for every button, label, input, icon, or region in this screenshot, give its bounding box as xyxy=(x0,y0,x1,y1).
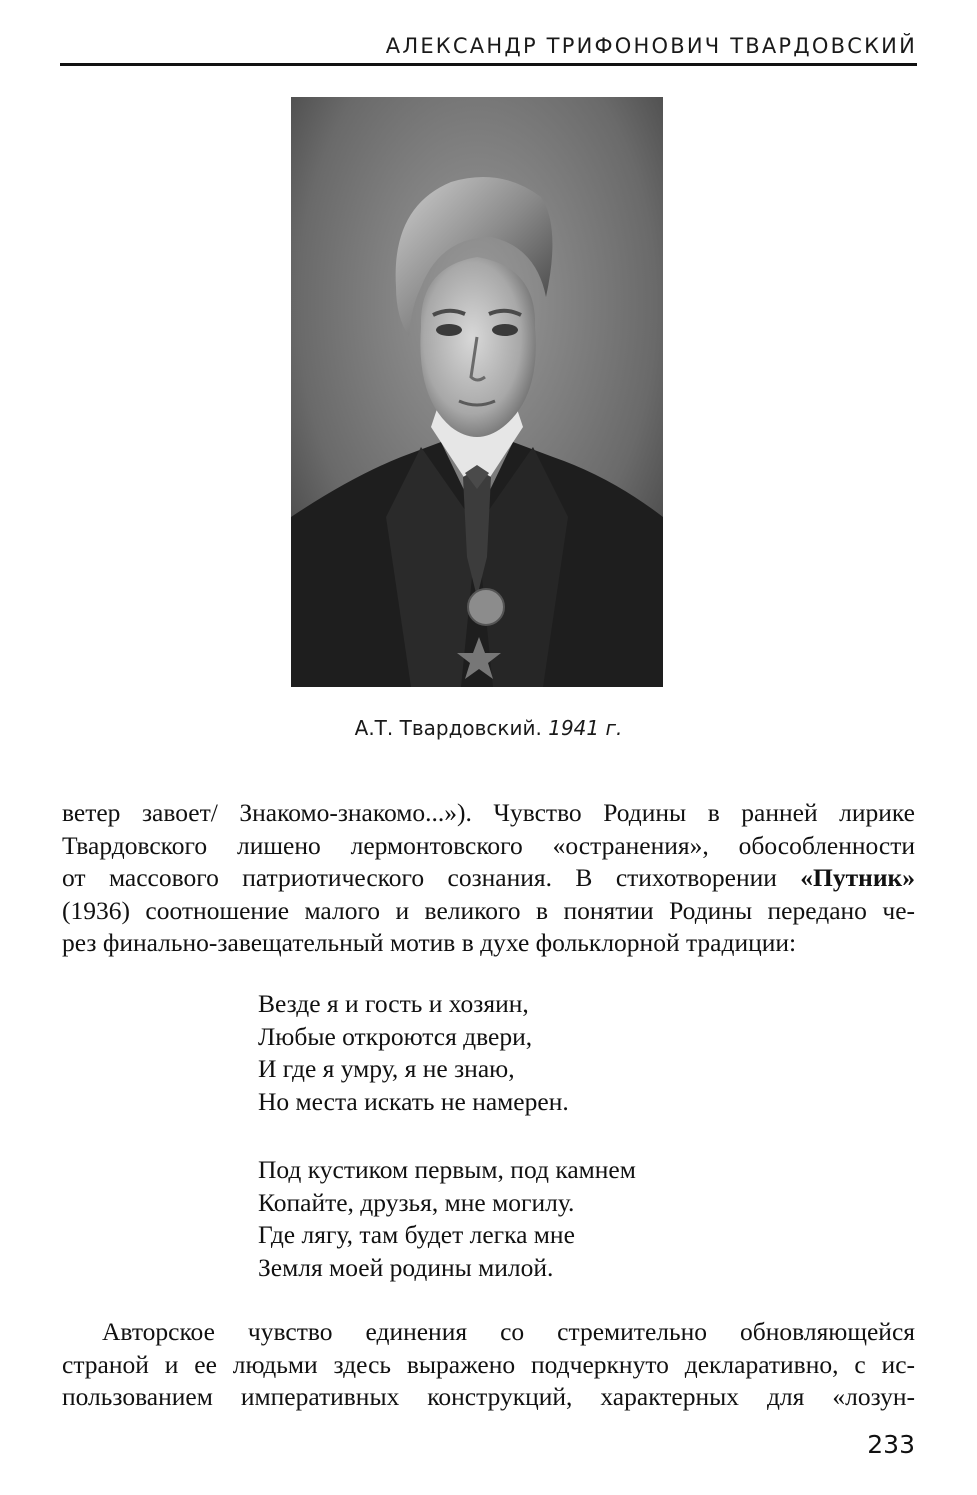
paragraph-1-line-text: от массового патриотического сознания. В стихотворении xyxy=(62,863,777,892)
paragraph-1-line: рез финально-завещательный мотив в духе фольклорной традиции: xyxy=(62,928,797,957)
paragraph-2 xyxy=(62,1316,915,1414)
poem-line: Копайте, друзья, мне могилу. xyxy=(258,1187,575,1217)
poem-stanza-1 xyxy=(258,988,569,1118)
paragraph-1-line: ветер завоет/ Знакомо-знакомо...»). Чувство Родины в ранней лирике xyxy=(62,798,915,827)
poem-line: Но места искать не намерен. xyxy=(258,1086,569,1116)
header-rule xyxy=(60,63,917,66)
poem-title: «Путник» xyxy=(800,863,915,892)
paragraph-1 xyxy=(62,797,915,960)
paragraph-1-line: Твардовского лишено лермонтовского «остранения», обособленности xyxy=(62,830,915,860)
photo-caption xyxy=(0,716,977,740)
poem-line: Под кустиком первым, под камнем xyxy=(258,1155,636,1184)
poem-stanza-2 xyxy=(258,1154,636,1284)
poem-line: И где я умру, я не знаю, xyxy=(258,1054,515,1083)
paragraph-1-line: (1936) соотношение малого и великого в понятии Родины передано че- xyxy=(62,895,915,925)
paragraph-2-line: Авторское чувство единения со стремительно обновляющейся xyxy=(102,1317,915,1346)
paragraph-2-line: пользованием императивных конструкций, характерных для «лозун- xyxy=(62,1382,915,1411)
paragraph-1-line xyxy=(62,862,915,895)
paragraph-2-line: страной и ее людьми здесь выражено подчеркнуто декларативно, с ис- xyxy=(62,1349,915,1379)
caption-year: 1941 г. xyxy=(548,716,623,740)
running-head: АЛЕКСАНДР ТРИФОНОВИЧ ТВАРДОВСКИЙ xyxy=(385,34,917,58)
portrait-illustration xyxy=(291,97,663,687)
portrait-photo xyxy=(291,97,663,687)
poem-line: Где лягу, там будет легка мне xyxy=(258,1220,575,1249)
poem-line: Везде я и гость и хозяин, xyxy=(258,989,529,1018)
poem-line: Земля моей родины милой. xyxy=(258,1252,554,1282)
poem-line: Любые откроются двери, xyxy=(258,1021,533,1051)
page-number: 233 xyxy=(867,1430,915,1459)
caption-name: А.Т. Твардовский. xyxy=(354,716,542,740)
